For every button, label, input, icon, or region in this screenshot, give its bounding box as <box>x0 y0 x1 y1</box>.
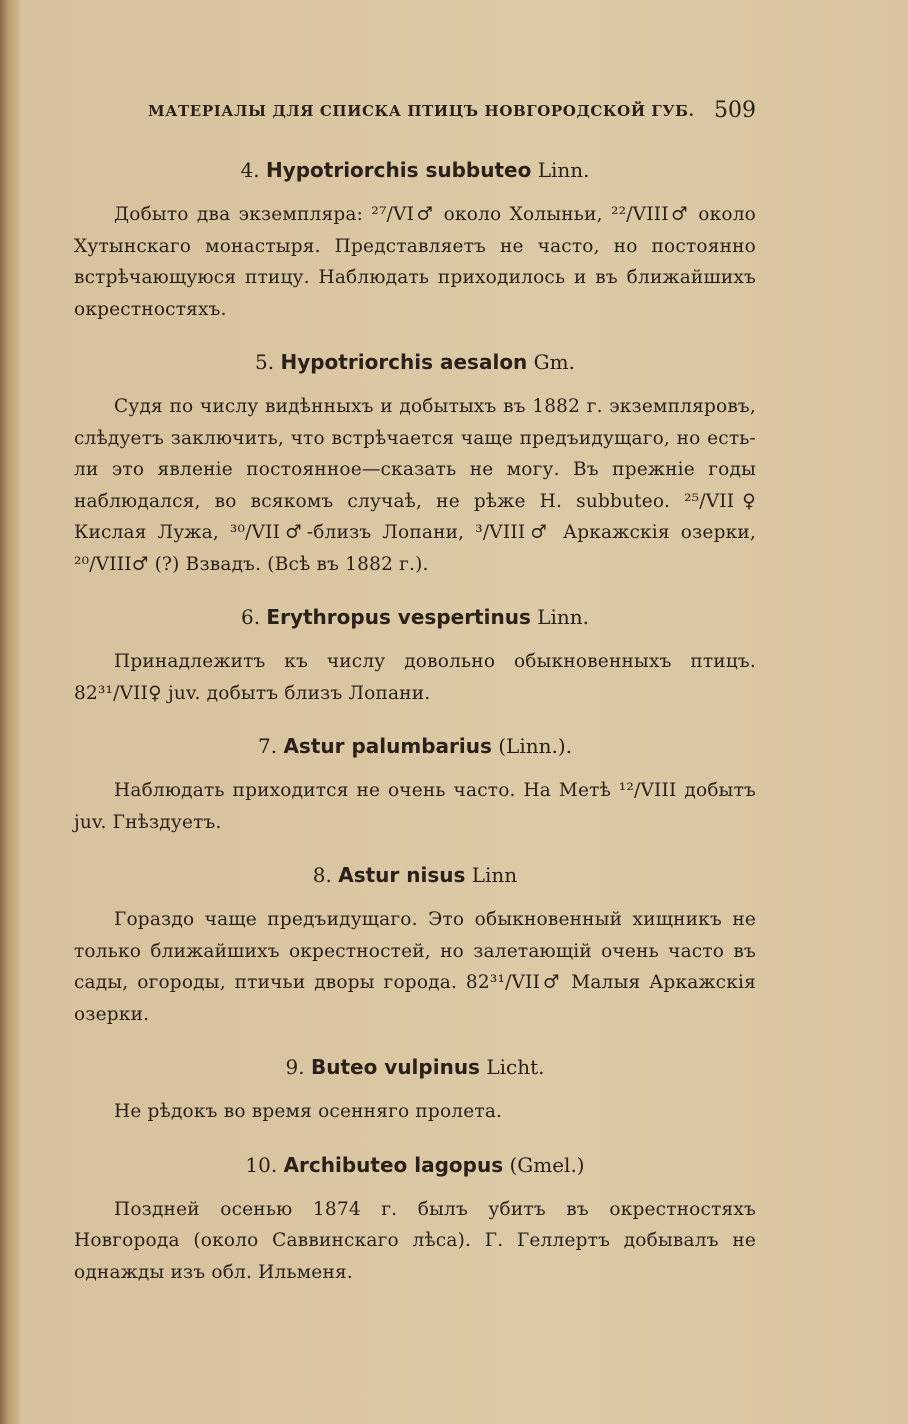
species-latin-name: Erythropus vespertinus <box>266 605 531 629</box>
species-heading <box>74 602 756 632</box>
species-heading <box>74 347 756 377</box>
species-author: Linn. <box>537 158 590 182</box>
species-number: 10. <box>245 1152 278 1177</box>
species-entry-5 <box>74 347 756 580</box>
species-heading <box>74 155 756 185</box>
species-latin-name: Hypotriorchis subbuteo <box>265 158 532 182</box>
species-text: Не рѣдокъ во время осенняго пролета. <box>114 1101 503 1122</box>
species-number: 5. <box>255 350 275 374</box>
species-text: Добыто два экземпляра: ²⁷/VI♂ около Холыньи, ²²/VIII♂ около Хутынскаго монастыря. Представляетъ не часто, но постоянно встрѣчающуюся птицу. Наблюдать приходилось и въ ближайшихъ окрестностяхъ. <box>74 204 756 320</box>
species-entry-9 <box>74 1052 756 1128</box>
species-text: Наблюдать приходится не очень часто. На Метѣ ¹²/VIII добытъ juv. Гнѣздуетъ. <box>74 780 756 833</box>
page-number: 509 <box>714 98 756 123</box>
species-number: 6. <box>240 605 261 629</box>
species-heading <box>74 731 756 761</box>
running-head: МАТЕРІАЛЫ ДЛЯ СПИСКА ПТИЦЪ НОВГОРОДСКОЙ ГУБ. <box>148 102 695 120</box>
species-text: Гораздо чаще предъидущаго. Это обыкновенный хищникъ не только ближайшихъ окрестностей, но залетающій очень часто въ сады, огороды, птичьи дворы города. 82³¹/VII♂ Малыя Аркажскія озерки. <box>74 909 756 1025</box>
species-number: 7. <box>257 734 278 758</box>
species-heading <box>74 1150 756 1180</box>
species-number: 4. <box>240 158 260 182</box>
species-author: Linn. <box>537 605 590 629</box>
page-header <box>0 98 908 130</box>
species-text: Судя по числу видѣнныхъ и добытыхъ въ 1882 г. экземпляровъ, слѣдуетъ заключить, что встрѣчается чаще предъидущаго, но есть-ли это явленіе постоянное—сказать не могу. Въ прежніе годы наблюдался, во всякомъ случаѣ, не рѣже H. subbuteo. ²⁵/VII♀ Кислая Лужа, ³⁰/VII♂-близъ Лопани, ³/VIII♂ Аркажскія озерки, ²⁰/VIII♂ (?) Взвадъ. (Всѣ въ 1882 г.). <box>74 396 756 575</box>
species-author: (Linn.). <box>498 734 572 758</box>
species-author: Gm. <box>533 350 575 374</box>
page-content <box>74 155 756 1310</box>
species-number: 8. <box>312 863 332 887</box>
species-entry-10 <box>74 1150 756 1289</box>
species-latin-name: Archibuteo lagopus <box>283 1152 504 1177</box>
species-latin-name: Buteo vulpinus <box>310 1055 480 1079</box>
species-latin-name: Hypotriorchis aesalon <box>280 350 528 374</box>
species-heading <box>74 860 756 890</box>
species-text: Поздней осенью 1874 г. былъ убитъ въ окрестностяхъ Новгорода (около Саввинскаго лѣса). Г. Геллертъ добывалъ не однажды изъ обл. Ильменя. <box>74 1198 756 1283</box>
species-entry-7 <box>74 731 756 838</box>
species-text: Принадлежитъ къ числу довольно обыкновенныхъ птицъ. 82³¹/VII♀ juv. добытъ близъ Лопани. <box>74 651 756 704</box>
species-latin-name: Astur nisus <box>338 863 466 887</box>
species-entry-8 <box>74 860 756 1030</box>
species-author: Licht. <box>486 1055 545 1079</box>
species-author: (Gmel.) <box>509 1152 585 1177</box>
species-entry-6 <box>74 602 756 709</box>
species-entry-4 <box>74 155 756 325</box>
species-latin-name: Astur palumbarius <box>283 734 492 758</box>
species-heading <box>74 1052 756 1082</box>
species-number: 9. <box>285 1055 305 1079</box>
species-author: Linn <box>471 863 518 887</box>
